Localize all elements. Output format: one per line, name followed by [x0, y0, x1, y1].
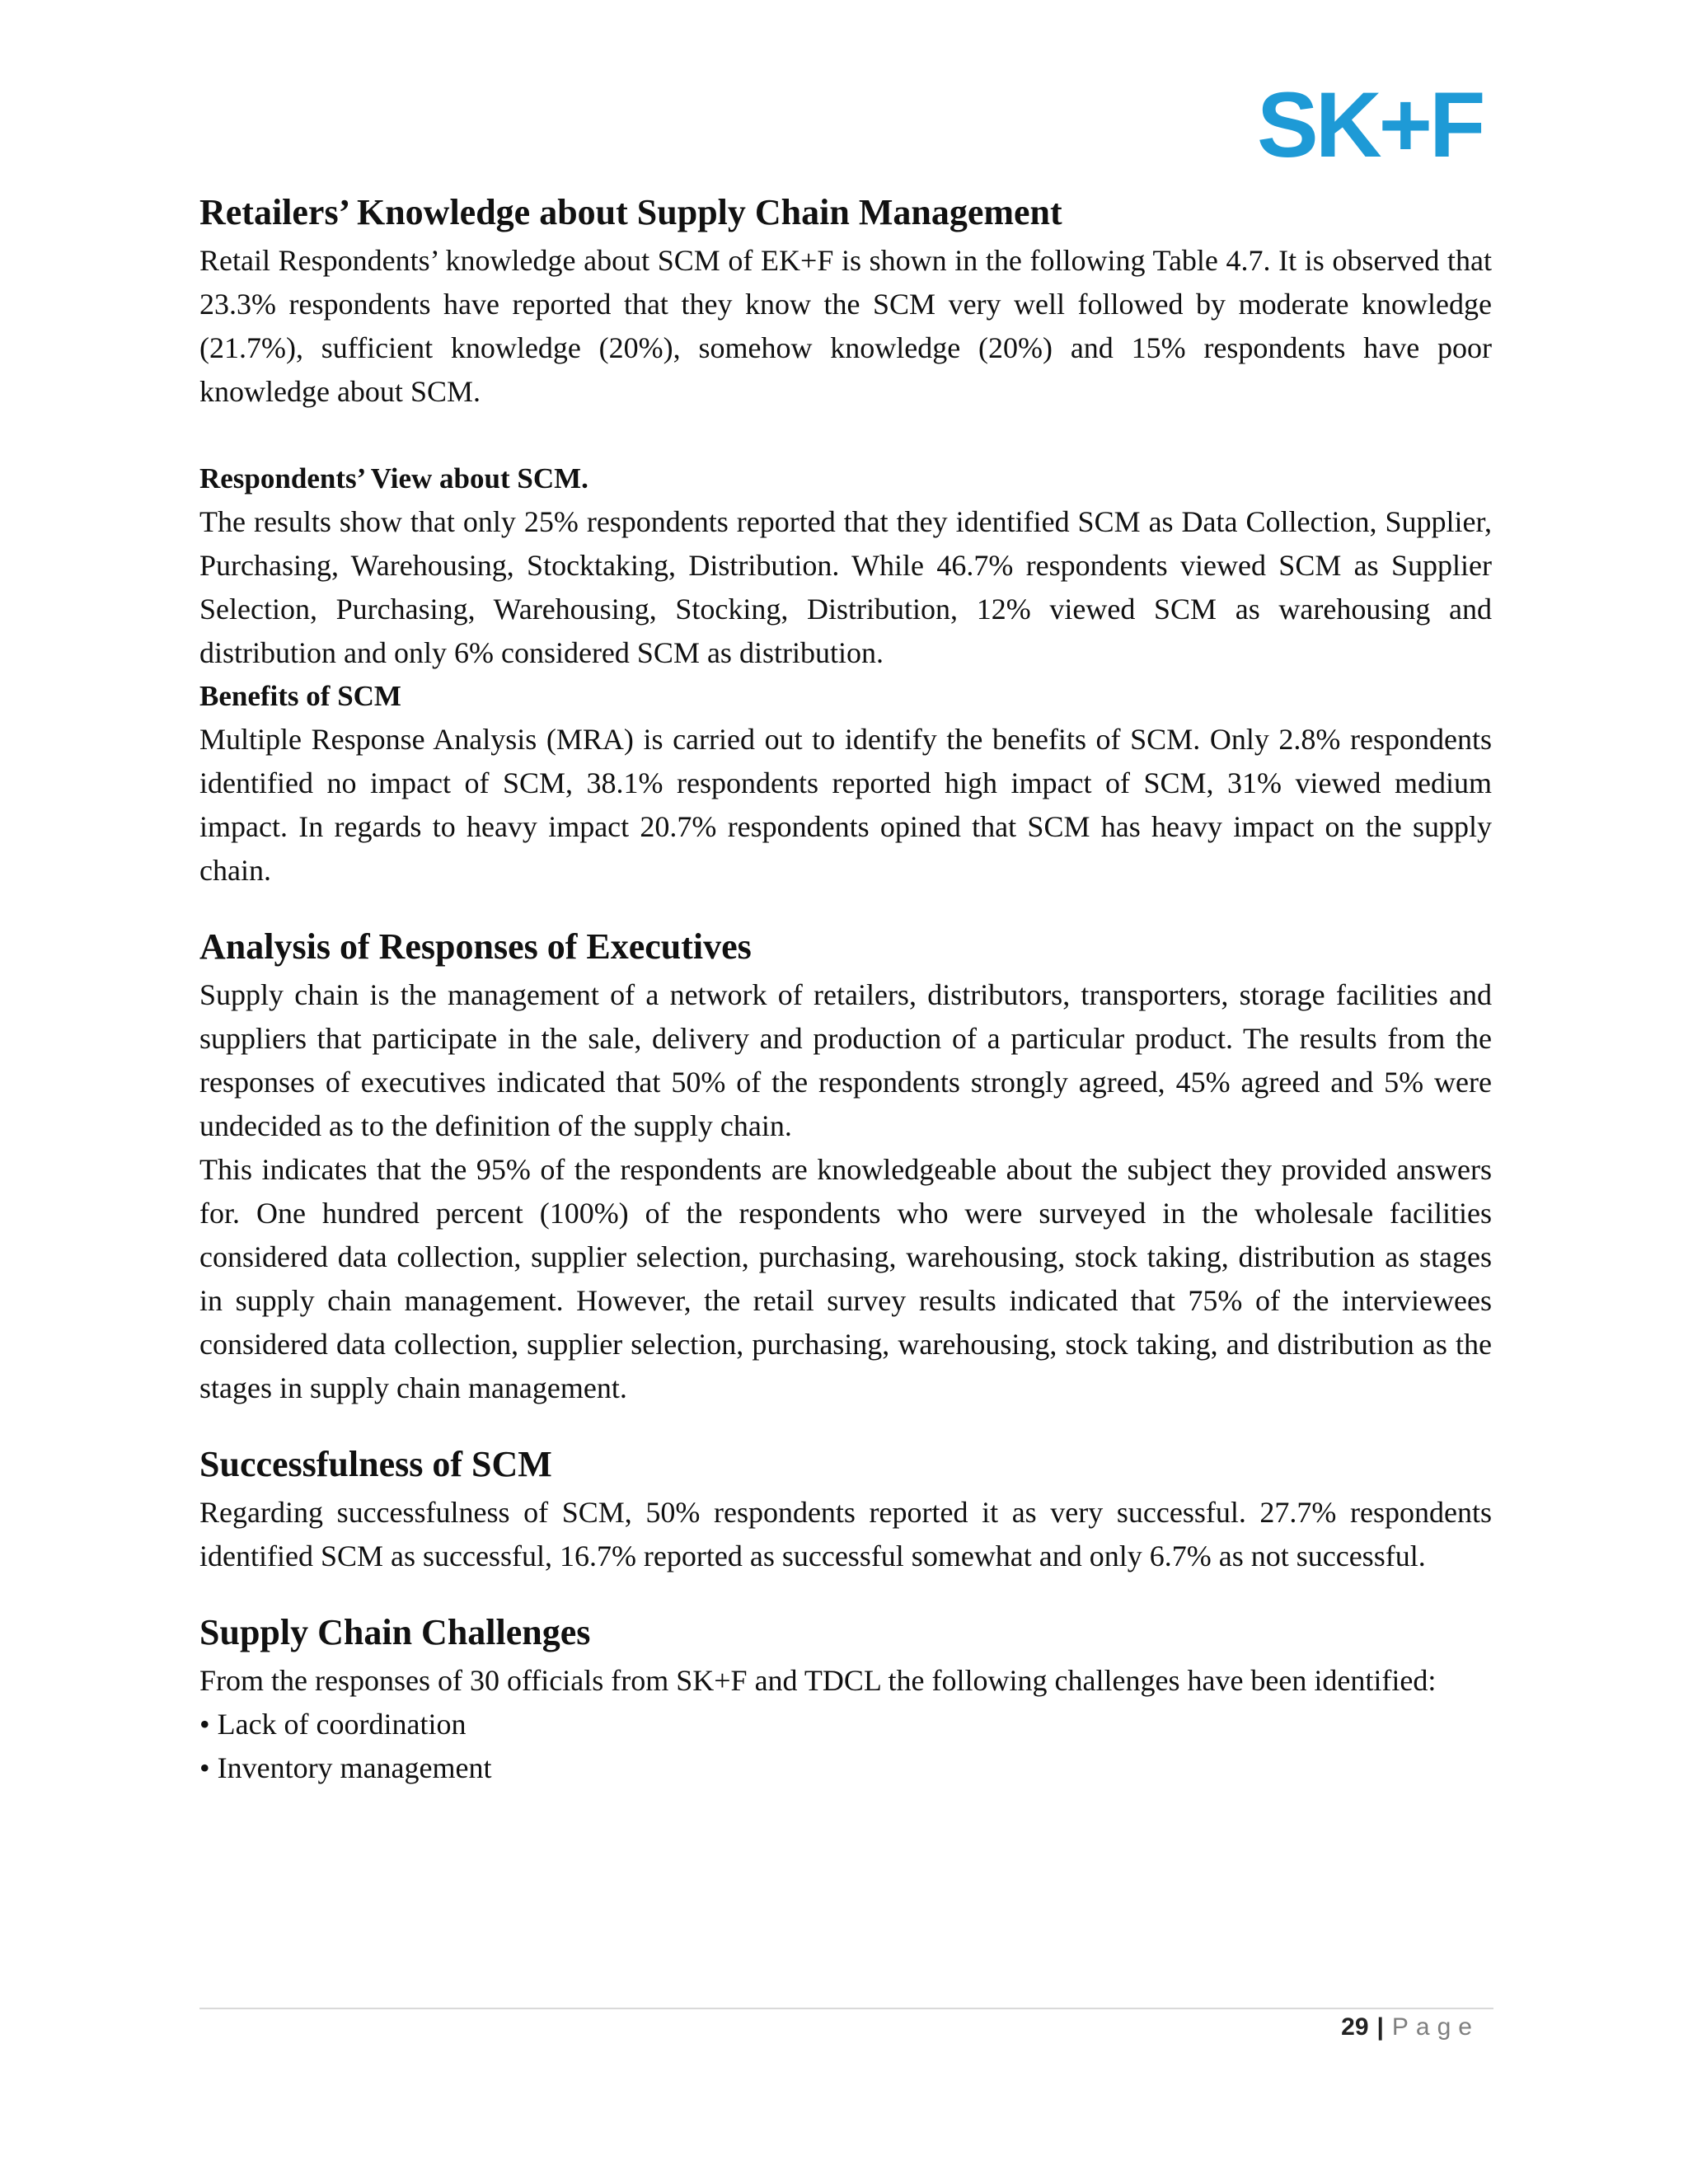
heading-respondents-view: Respondents’ View about SCM. — [199, 462, 588, 494]
svg-text:SK+F: SK+F — [1257, 78, 1483, 173]
paragraph-respondents-view: The results show that only 25% respondents reported that they identified SCM as Data Collection, Supplier, Purchasing, Warehousing, Stocktaking, Distribution. While 46.7% respondents viewed SCM as Supplier Selection, Purchasing, Warehousing, Stocking, Distribution, 12% viewed SCM as warehousing and distribution and only 6% considered SCM as distribution. — [199, 505, 1492, 669]
paragraph-successfulness: Regarding successfulness of SCM, 50% respondents reported it as very successful. 27.7% respondents identified SCM as successful, 16.7% reported as successful somewhat and only 6.7% as not successful. — [199, 1496, 1492, 1572]
paragraph-executives-2: This indicates that the 95% of the respondents are knowledgeable about the subject they provided answers for. One hundred percent (100%) of the respondents who were surveyed in the wholesale facilities considered data collection, supplier selection, purchasing, warehousing, stock taking, distribution as stages in supply chain management. However, the retail survey results indicated that 75% of the interviewees considered data collection, supplier selection, purchasing, warehousing, stock taking, and distribution as the stages in supply chain management. — [199, 1153, 1492, 1404]
list-item: • Inventory management — [199, 1751, 492, 1784]
paragraph-challenges: From the responses of 30 officials from SK+F and TDCL the following challenges have been identified: — [199, 1664, 1437, 1697]
footer-separator: | — [1376, 2013, 1384, 2041]
page-label: Page — [1391, 2013, 1479, 2041]
heading-executives: Analysis of Responses of Executives — [199, 926, 752, 967]
heading-challenges: Supply Chain Challenges — [199, 1612, 591, 1652]
list-item: • Lack of coordination — [199, 1708, 467, 1741]
page-number: 29 — [1341, 2013, 1369, 2041]
heading-benefits: Benefits of SCM — [199, 680, 401, 712]
paragraph-retailers-knowledge: Retail Respondents’ knowledge about SCM of EK+F is shown in the following Table 4.7. It is observed that 23.3% respondents have reported that they know the SCM very well followed by moderate knowledge (21.7%), sufficient knowledge (20%), somehow knowledge (20%) and 15% respondents have poor knowledge about SCM. — [199, 244, 1492, 408]
paragraph-executives-1: Supply chain is the management of a network of retailers, distributors, transporters, storage facilities and suppliers that participate in the sale, delivery and production of a particular product. The results from the responses of executives indicated that 50% of the respondents strongly agreed, 45% agreed and 5% were undecided as to the definition of the supply chain. — [199, 978, 1492, 1142]
heading-successfulness: Successfulness of SCM — [199, 1444, 552, 1484]
paragraph-benefits: Multiple Response Analysis (MRA) is carried out to identify the benefits of SCM. Only 2.8% respondents identified no impact of SCM, 38.1% respondents reported high impact of SCM, 31% viewed medium impact. In regards to heavy impact 20.7% respondents opined that SCM has heavy impact on the supply chain. — [199, 723, 1492, 887]
skf-logo — [1257, 78, 1496, 173]
main-content — [199, 191, 1492, 1790]
footer-divider — [199, 2008, 1493, 2009]
heading-retailers-knowledge: Retailers’ Knowledge about Supply Chain Management — [199, 192, 1062, 232]
page-footer — [1341, 2013, 1479, 2041]
